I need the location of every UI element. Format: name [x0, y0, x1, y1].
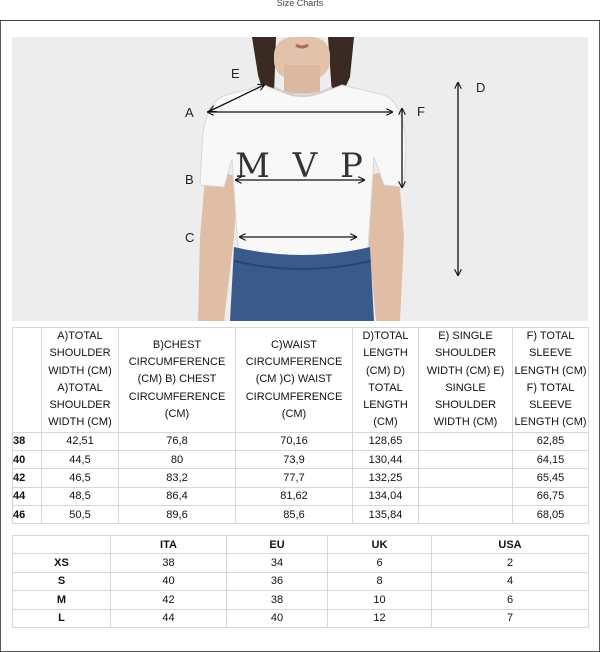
cell-uk: 8: [328, 572, 432, 590]
size-cell: 46: [13, 505, 42, 523]
cell-sleeve: 65,45: [513, 469, 589, 487]
header-total-length: D)TOTAL LENGTH (CM) D) TOTAL LENGTH (CM): [353, 328, 419, 433]
measurements-table: [12, 327, 589, 524]
header-uk: UK: [328, 536, 432, 554]
cell-ita: 44: [111, 609, 227, 627]
cell-sleeve: 62,85: [513, 432, 589, 450]
cell-shoulder: 42,51: [42, 432, 119, 450]
table-row: [13, 487, 589, 505]
cell-eu: 40: [227, 609, 328, 627]
cell-eu: 36: [227, 572, 328, 590]
cell-waist: 85,6: [236, 505, 353, 523]
table-row: [13, 451, 589, 469]
cell-waist: 70,16: [236, 432, 353, 450]
cell-single-shoulder: [419, 451, 513, 469]
size-cell: 42: [13, 469, 42, 487]
cell-ita: 38: [111, 554, 227, 572]
cell-sleeve: 64,15: [513, 451, 589, 469]
cell-sleeve: 68,05: [513, 505, 589, 523]
cell-uk: 12: [328, 609, 432, 627]
cell-ita: 42: [111, 591, 227, 609]
header-size: [13, 328, 42, 433]
cell-sleeve: 66,75: [513, 487, 589, 505]
table-row: [13, 609, 589, 627]
cell-length: 134,04: [353, 487, 419, 505]
cell-usa: 6: [432, 591, 589, 609]
header-waist: C)WAIST CIRCUMFERENCE (CM )C) WAIST CIRCUMFERENCE (CM): [236, 328, 353, 433]
cell-usa: 2: [432, 554, 589, 572]
cell-chest: 80: [119, 451, 236, 469]
header-usa: USA: [432, 536, 589, 554]
cell-single-shoulder: [419, 505, 513, 523]
cell-chest: 83,2: [119, 469, 236, 487]
header-sleeve-length: F) TOTAL SLEEVE LENGTH (CM) F) TOTAL SLEEVE LENGTH (CM): [513, 328, 589, 433]
cell-usa: 4: [432, 572, 589, 590]
measurements-header-row: [13, 328, 589, 433]
label-d: D: [476, 80, 486, 95]
table-row: [13, 505, 589, 523]
header-ita: ITA: [111, 536, 227, 554]
label-a: A: [185, 105, 194, 120]
cell-length: 135,84: [353, 505, 419, 523]
cell-eu: 38: [227, 591, 328, 609]
cell-single-shoulder: [419, 469, 513, 487]
shirt-print-text: M V P: [235, 146, 369, 186]
cell-chest: 86,4: [119, 487, 236, 505]
cell-shoulder: 50,5: [42, 505, 119, 523]
size-label-cell: M: [13, 591, 111, 609]
modal-title: Size Charts: [276, 0, 324, 8]
cell-single-shoulder: [419, 432, 513, 450]
table-row: [13, 432, 589, 450]
cell-length: 130,44: [353, 451, 419, 469]
size-label-cell: S: [13, 572, 111, 590]
size-cell: 38: [13, 432, 42, 450]
cell-uk: 6: [328, 554, 432, 572]
size-label-cell: XS: [13, 554, 111, 572]
cell-length: 128,65: [353, 432, 419, 450]
label-b: B: [185, 172, 194, 187]
cell-chest: 89,6: [119, 505, 236, 523]
label-e: E: [231, 66, 240, 81]
size-cell: 40: [13, 451, 42, 469]
cell-uk: 10: [328, 591, 432, 609]
header-label: [13, 536, 111, 554]
label-c: C: [185, 230, 195, 245]
cell-waist: 81,62: [236, 487, 353, 505]
cell-usa: 7: [432, 609, 589, 627]
size-conversion-table: [12, 535, 589, 628]
cell-single-shoulder: [419, 487, 513, 505]
cell-eu: 34: [227, 554, 328, 572]
table-row: [13, 591, 589, 609]
cell-chest: 76,8: [119, 432, 236, 450]
header-chest: B)CHEST CIRCUMFERENCE (CM) B) CHEST CIRCUMFERENCE (CM): [119, 328, 236, 433]
table-row: [13, 469, 589, 487]
size-label-cell: L: [13, 609, 111, 627]
cell-ita: 40: [111, 572, 227, 590]
tshirt-measurement-photo: [12, 37, 588, 321]
cell-length: 132,25: [353, 469, 419, 487]
size-cell: 44: [13, 487, 42, 505]
table-row: [13, 554, 589, 572]
table-row: [13, 572, 589, 590]
header-eu: EU: [227, 536, 328, 554]
conversion-header-row: [13, 536, 589, 554]
cell-shoulder: 44,5: [42, 451, 119, 469]
modal-header: [0, 0, 600, 21]
header-single-shoulder: E) SINGLE SHOULDER WIDTH (CM) E) SINGLE SHOULDER WIDTH (CM): [419, 328, 513, 433]
header-shoulder-width: A)TOTAL SHOULDER WIDTH (CM) A)TOTAL SHOULDER WIDTH (CM): [42, 328, 119, 433]
cell-waist: 73,9: [236, 451, 353, 469]
cell-shoulder: 48,5: [42, 487, 119, 505]
cell-shoulder: 46,5: [42, 469, 119, 487]
cell-waist: 77,7: [236, 469, 353, 487]
label-f: F: [417, 104, 425, 119]
